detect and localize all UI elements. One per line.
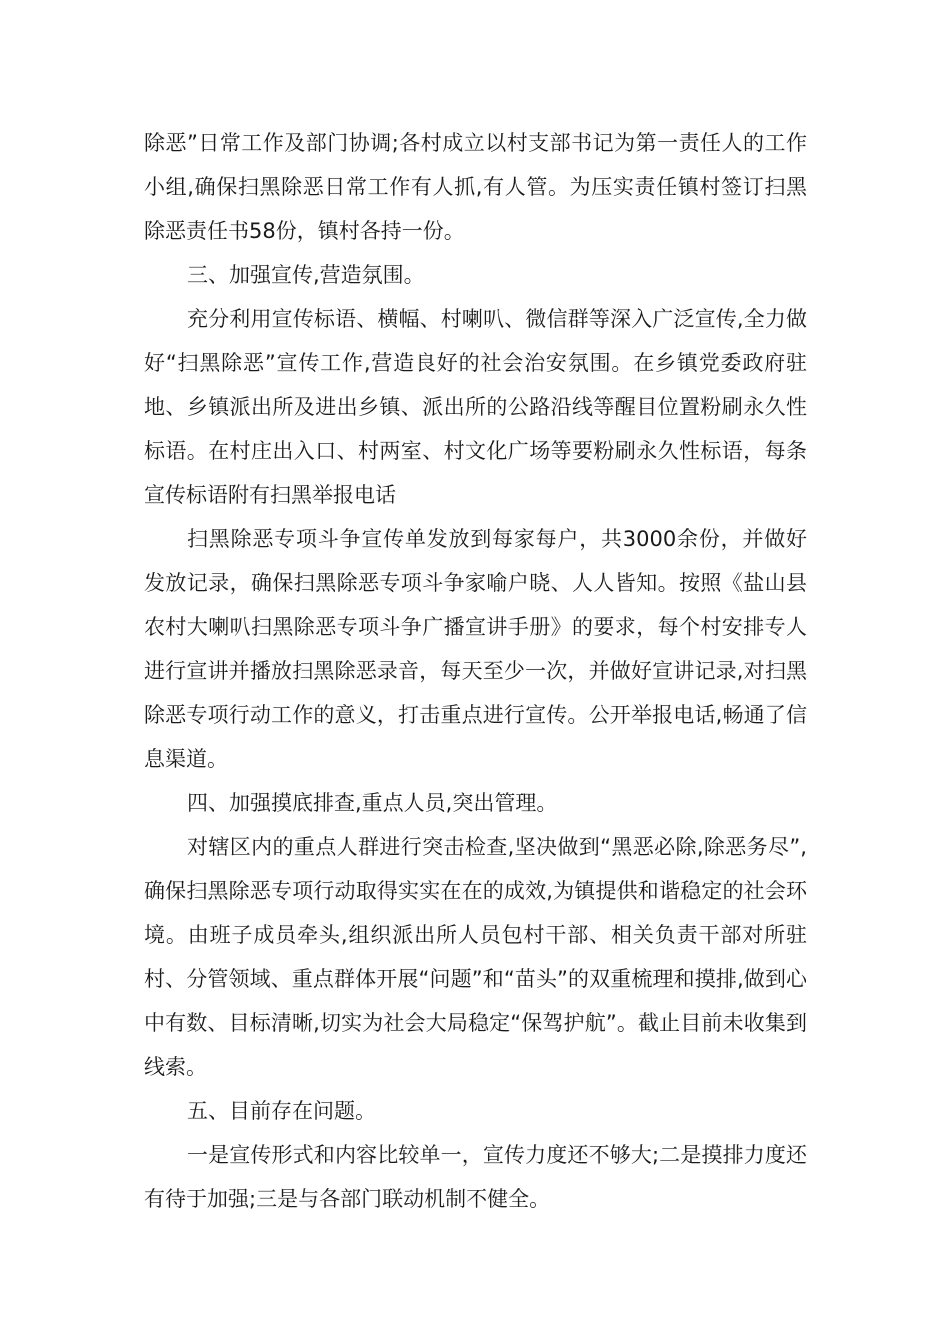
paragraph-leaflets: 扫黑除恶专项斗争宣传单发放到每家每户，共3000余份，并做好发放记录，确保扫黑除恶专项斗争家喻户晓、人人皆知。按照《盐山县农村大喇叭扫黑除恶专项斗争广播宣讲手册》的要求，每个村安排专人进行宣讲并播放扫黑除恶录音，每天至少一次，并做好宣讲记录,对扫黑除恶专项行动工作的意义，打击重点进行宣传。公开举报电话,畅通了信息渠道。 [144, 527, 807, 771]
paragraph-publicity: 充分利用宣传标语、横幅、村喇叭、微信群等深入广泛宣传,全力做好“扫黑除恶”宣传工作,营造良好的社会治安氛围。在乡镇党委政府驻地、乡镇派出所及进出乡镇、派出所的公路沿线等醒目位置粉刷永久性标语。在村庄出入口、村两室、村文化广场等要粉刷永久性标语，每条宣传标语附有扫黑举报电话 [144, 307, 807, 507]
document-page [144, 121, 807, 1221]
paragraph-continued: 除恶”日常工作及部门协调;各村成立以村支部书记为第一责任人的工作小组,确保扫黑除恶日常工作有人抓,有人管。为压实责任镇村签订扫黑除恶责任书58份，镇村各持一份。 [144, 131, 807, 243]
section-heading-4: 四、加强摸底排查,重点人员,突出管理。 [187, 791, 558, 815]
paragraph-problems: 一是宣传形式和内容比较单一，宣传力度还不够大;二是摸排力度还有待于加强;三是与各部门联动机制不健全。 [144, 1143, 807, 1211]
paragraph-inspection: 对辖区内的重点人群进行突击检查,坚决做到“黑恶必除,除恶务尽”,确保扫黑除恶专项行动取得实实在在的成效,为镇提供和谐稳定的社会环境。由班子成员牵头,组织派出所人员包村干部、相关负责干部对所驻村、分管领域、重点群体开展“问题”和“苗头”的双重梳理和摸排,做到心中有数、目标清晰,切实为社会大局稳定“保驾护航”。截止目前未收集到线索。 [144, 835, 807, 1079]
section-heading-3: 三、加强宣传,营造氛围。 [187, 263, 425, 287]
section-heading-5: 五、目前存在问题。 [187, 1099, 376, 1123]
